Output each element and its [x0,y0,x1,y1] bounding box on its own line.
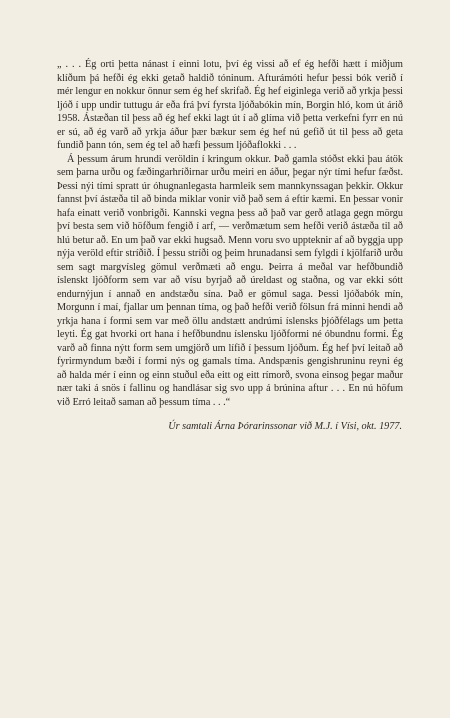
quote-text [57,58,403,409]
quote-paragraph-2: Á þessum árum hrundi veröldin í kringum okkur. Það gamla stóðst ekki þau átök sem þarna urðu og fæðingarhríðirnar urðu meiri en áður, þegar nýr tími hefur fæðst. Þessi nýi tími spratt úr óhugnanlegasta harmleik sem mannkynssagan þekkir. Okkur fannst því ástæða til að binda miklar vonir við það sem á eftir kæmi. En þessar vonir hafa einatt verið vonbrigði. Kannski vegna þess að það var gerð atlaga gegn mörgu því besta sem við höfðum fengið í arf, — verðmætum sem hefði verið ástæða til að hlú betur að. En um það var ekki hugsað. Menn voru svo uppteknir af að byggja upp nýja veröld eftir stríðið. Í þessu stríði og þeim hrunadansi sem fylgdi í kjölfarið urðu sem sagt margvísleg gömul verðmæti að engu. Þeirra á meðal var hefðbundið íslenskt ljóðform sem var að vísu byrjað að úreldast og staðna, og var ekki sótt endurnýjun í annað en andstæðu sína. Það er gömul saga. Þessi ljóðabók mín, Morgunn í maí, fjallar um þennan tíma, og það hefði verið fölsun frá minni hendi að yrkja hana í formi sem var með öllu andstætt andrúmi íslensks þjóðfélags um þetta leyti. Ég gat hvorki ort hana í hefðbundnu íslensku ljóðformi né óbundnu formi. Ég varð að finna nýtt form sem umgjörð um lífið í þessum ljóðum. Ég hef því leitað að fyrirmyndum bæði í formi nýs og gamals tíma. Andspænis gengishruninu reyni ég að halda mér í einn og einn stuðul eða eitt og eitt rímorð, svona einsog þegar maður nær taki á snös í fallinu og handlásar sig svo upp á brúnina aftur . . . En nú höfum við Erró leitað saman að þessum tíma . . .“ [57,153,403,408]
quote-attribution: Úr samtali Árna Þórarinssonar við M.J. í Vísi, okt. 1977. [168,421,402,432]
quote-paragraph-1: „ . . . Ég orti þetta nánast í einni lotu, því ég vissi að ef ég hefði hætt í miðjum klíðum þá hefði ég ekki getað haldið tóninum. Afturámóti hefur þessi bók verið í mér lengur en nokkur önnur sem ég hef skrifað. Ég hef eiginlega verið að yrkja þessi ljóð í upp undir tuttugu ár eða frá því fyrsta ljóðabókin mín, Borgin hló, kom út árið 1958. Ástæðan til þess að ég hef ekki lagt út í að glíma við þetta verkefni fyrr en nú er sú, að ég varð að yrkja áður þær bækur sem ég hef nú gefið út til þess að geta fundið þann tón, sem ég tel að hæfi þessum ljóðaflokki . . . [57,59,403,151]
